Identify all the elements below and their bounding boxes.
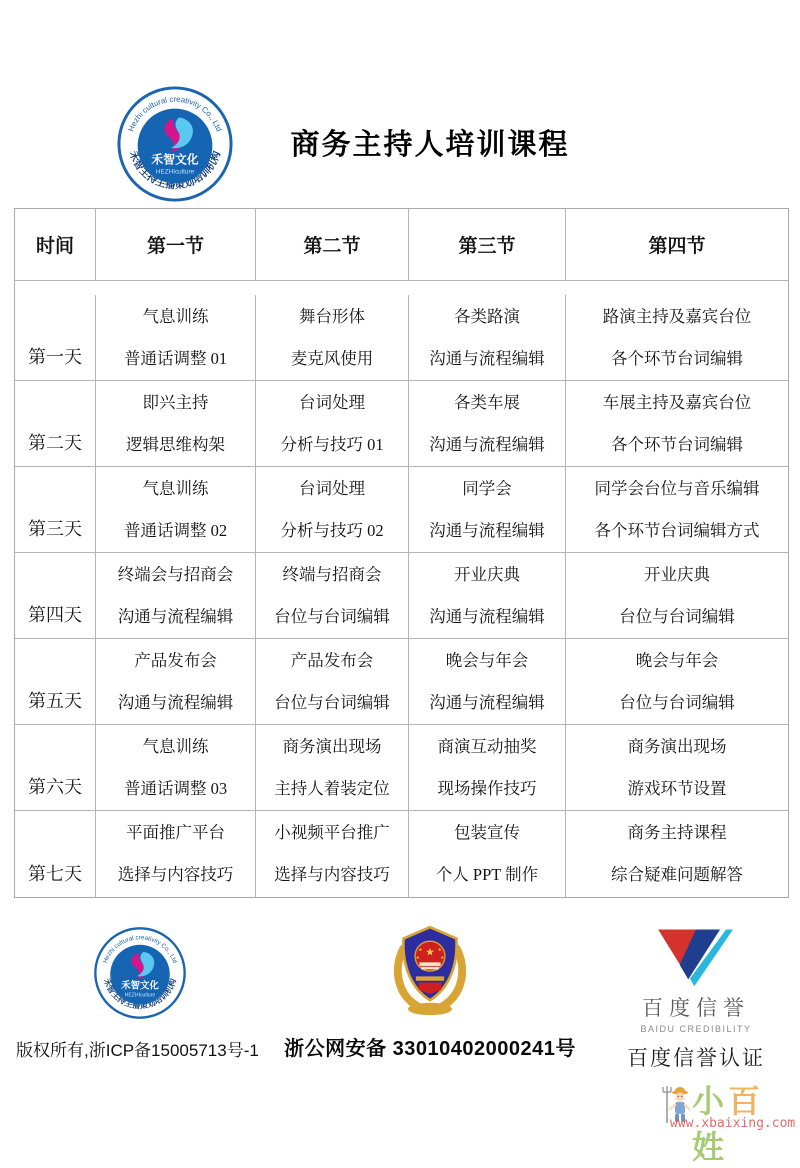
course-line-2: 普通话调整 01: [123, 349, 228, 368]
course-line-1: 包装宣传: [454, 823, 520, 842]
course-line-2: 台位与台词编辑: [274, 607, 390, 626]
course-line-1: 产品发布会: [134, 651, 217, 670]
course-line-2: 台位与台词编辑: [619, 693, 735, 712]
course-line-1: 台词处理: [299, 393, 365, 412]
course-line-2: 沟通与流程编辑: [117, 607, 234, 626]
course-cell: [256, 467, 409, 553]
course-line-1: 商务主持课程: [627, 823, 727, 842]
hezhi-company-logo: [116, 85, 234, 203]
course-line-2: 游戏环节设置: [627, 779, 727, 798]
course-line-2: 分析与技巧 02: [280, 521, 384, 540]
watermark-url: www.xbaixing.com: [670, 1116, 796, 1131]
course-line-1: 同学会台位与音乐编辑: [594, 479, 760, 498]
course-line-2: 普通话调整 02: [123, 521, 228, 540]
course-line-2: 分析与技巧 01: [280, 435, 384, 454]
column-header: 第二节: [256, 209, 409, 281]
course-cell: [256, 381, 409, 467]
baidu-cert-label: 百度信誉认证: [627, 1047, 765, 1070]
course-line-1: 终端与招商会: [282, 565, 382, 584]
police-badge-icon: [386, 920, 474, 1024]
course-line-2: 各个环节台词编辑: [611, 349, 743, 368]
course-cell: [409, 725, 566, 811]
course-line-2: 台位与台词编辑: [619, 607, 735, 626]
course-cell: [409, 811, 566, 897]
course-cell: [256, 295, 409, 381]
baidu-brand-en: BAIDU CREDIBILITY: [640, 1024, 752, 1034]
course-cell: [256, 725, 409, 811]
course-line-2: 沟通与流程编辑: [429, 349, 545, 368]
page-title: 商务主持人培训课程: [290, 129, 570, 161]
course-line-1: 各类路演: [454, 307, 520, 326]
course-line-1: 小视频平台推广: [274, 823, 390, 842]
hezhi-company-logo-footer: [93, 926, 187, 1020]
course-line-2: 现场操作技巧: [437, 779, 537, 798]
column-header: 第四节: [566, 209, 788, 281]
course-cell: [256, 553, 409, 639]
course-line-1: 开业庆典: [644, 565, 710, 584]
baidu-credibility-block: [612, 926, 780, 1072]
course-cell: [409, 295, 566, 381]
course-line-1: 晚会与年会: [445, 651, 529, 670]
course-cell: [96, 811, 256, 897]
course-cell: [566, 381, 788, 467]
course-line-2: 各个环节台词编辑: [611, 435, 743, 454]
course-line-1: 各类车展: [454, 393, 520, 412]
day-label: 第四天: [15, 553, 96, 639]
course-line-1: 气息训练: [142, 737, 209, 756]
course-cell: [409, 467, 566, 553]
icp-copyright-text: 版权所有,浙ICP备15005713号-1: [16, 1041, 259, 1060]
course-cell: [96, 725, 256, 811]
day-label: 第三天: [15, 467, 96, 553]
column-header: 第一节: [96, 209, 256, 281]
course-line-2: 普通话调整 03: [123, 779, 228, 798]
course-cell: [409, 639, 566, 725]
course-line-1: 同学会: [462, 479, 512, 498]
course-cell: [566, 295, 788, 381]
course-line-1: 舞台形体: [299, 307, 365, 326]
course-line-2: 沟通与流程编辑: [429, 607, 545, 626]
course-schedule-table: [14, 208, 789, 898]
course-line-2: 选择与内容技巧: [117, 865, 234, 884]
course-cell: [96, 381, 256, 467]
day-label: 第七天: [15, 811, 96, 897]
course-line-1: 气息训练: [142, 479, 209, 498]
course-cell: [96, 467, 256, 553]
course-line-1: 开业庆典: [454, 565, 520, 584]
watermark-char: 姓: [692, 1128, 729, 1166]
course-line-2: 沟通与流程编辑: [117, 693, 234, 712]
course-cell: [96, 295, 256, 381]
course-line-2: 各个环节台词编辑方式: [594, 521, 760, 540]
course-cell: [566, 725, 788, 811]
column-header: 第三节: [409, 209, 566, 281]
xbaixing-watermark: [640, 1076, 796, 1166]
course-line-2: 个人 PPT 制作: [435, 865, 539, 884]
watermark-char: 小: [692, 1082, 729, 1120]
police-record-text: 浙公网安备 33010402000241号: [284, 1038, 576, 1060]
baidu-credibility-icon: [653, 926, 739, 988]
course-cell: [566, 553, 788, 639]
course-line-1: 商务演出现场: [627, 737, 727, 756]
course-cell: [409, 381, 566, 467]
course-cell: [96, 553, 256, 639]
course-line-1: 路演主持及嘉宾台位: [602, 307, 752, 326]
course-cell: [566, 467, 788, 553]
course-line-1: 产品发布会: [290, 651, 374, 670]
course-line-2: 综合疑难问题解答: [611, 865, 743, 884]
course-line-2: 台位与台词编辑: [274, 693, 390, 712]
watermark-char: 百: [728, 1082, 765, 1120]
course-line-1: 平面推广平台: [126, 823, 225, 842]
course-cell: [566, 639, 788, 725]
course-line-2: 沟通与流程编辑: [429, 521, 545, 540]
course-cell: [409, 553, 566, 639]
course-line-1: 商务演出现场: [282, 737, 382, 756]
course-line-2: 沟通与流程编辑: [429, 435, 545, 454]
course-line-1: 商演互动抽奖: [437, 737, 537, 756]
course-line-1: 晚会与年会: [635, 651, 719, 670]
day-label: 第五天: [15, 639, 96, 725]
course-cell: [256, 639, 409, 725]
course-line-2: 逻辑思维构架: [126, 435, 225, 454]
course-line-1: 终端会与招商会: [117, 565, 234, 584]
course-line-1: 即兴主持: [142, 393, 209, 412]
course-line-1: 车展主持及嘉宾台位: [602, 393, 752, 412]
course-cell: [96, 639, 256, 725]
day-label: 第一天: [15, 295, 96, 381]
course-line-2: 沟通与流程编辑: [429, 693, 545, 712]
course-cell: [256, 811, 409, 897]
course-line-2: 主持人着装定位: [274, 779, 390, 798]
day-label: 第二天: [15, 381, 96, 467]
course-line-2: 麦克风使用: [290, 349, 374, 368]
course-line-2: 选择与内容技巧: [274, 865, 390, 884]
baidu-brand-cn: 百度信誉: [642, 997, 750, 1020]
course-line-1: 台词处理: [299, 479, 365, 498]
course-line-1: 气息训练: [142, 307, 209, 326]
course-cell: [566, 811, 788, 897]
day-label: 第六天: [15, 725, 96, 811]
column-header: 时间: [15, 209, 96, 281]
